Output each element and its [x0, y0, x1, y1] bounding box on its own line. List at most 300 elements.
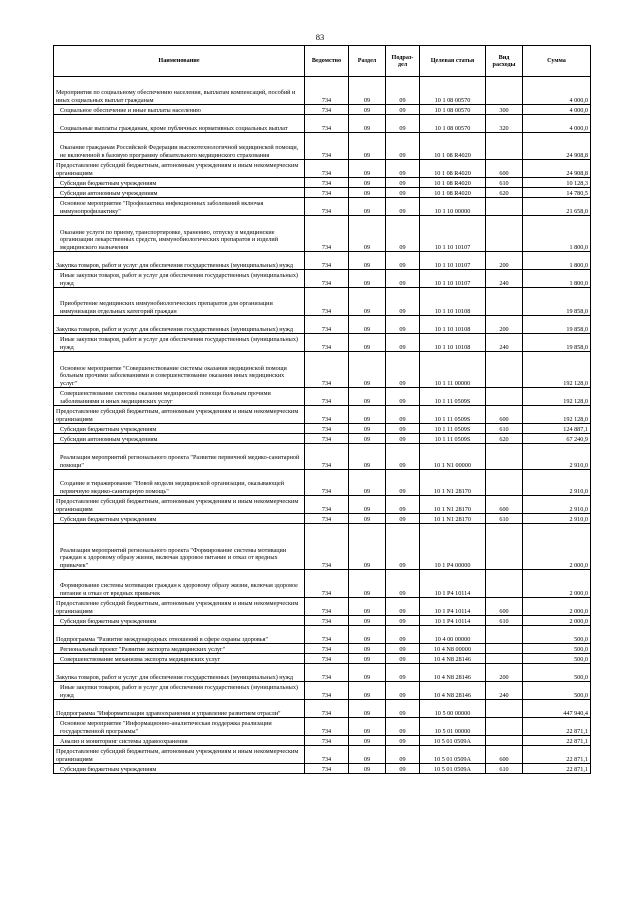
cell-name: Иные закупки товаров, работ и услуг для обеспечения государственных (муниципальных) нужд [54, 270, 305, 288]
cell-subsection: 09 [386, 570, 420, 598]
cell-target-article: 10 1 N1 28170 [420, 470, 486, 496]
cell-amount: 124 887,1 [523, 424, 591, 434]
cell-name: Предоставление субсидий бюджетным, автономным учреждениям и иным некоммерческим организациям [54, 746, 305, 764]
table-row [54, 444, 591, 470]
cell-subsection: 09 [386, 746, 420, 764]
cell-department: 734 [305, 252, 349, 270]
cell-name: Предоставление субсидий бюджетным, автономным учреждениям и иным некоммерческим организациям [54, 496, 305, 514]
table-row [54, 77, 591, 105]
cell-department: 734 [305, 718, 349, 736]
cell-expense-type: 610 [486, 764, 523, 774]
cell-amount: 2 910,0 [523, 514, 591, 524]
cell-target-article: 10 1 N1 28170 [420, 514, 486, 524]
cell-name: Предоставление субсидий бюджетным, автономным учреждениям и иным некоммерческим организациям [54, 598, 305, 616]
cell-expense-type [486, 388, 523, 406]
table-row [54, 626, 591, 644]
header-name: Наименование [54, 46, 305, 77]
cell-target-article: 10 4 N8 28146 [420, 654, 486, 664]
cell-name: Основное мероприятие "Профилактика инфекционных заболеваний включая иммунопрофилактику" [54, 198, 305, 216]
cell-expense-type: 240 [486, 334, 523, 352]
cell-section: 09 [349, 700, 386, 718]
cell-amount: 192 128,0 [523, 388, 591, 406]
cell-department: 734 [305, 270, 349, 288]
cell-department: 734 [305, 470, 349, 496]
cell-amount: 67 240,9 [523, 434, 591, 444]
cell-department: 734 [305, 654, 349, 664]
cell-department: 734 [305, 736, 349, 746]
cell-expense-type [486, 288, 523, 316]
cell-target-article: 10 4 00 00000 [420, 626, 486, 644]
budget-table [53, 45, 591, 774]
cell-department: 734 [305, 178, 349, 188]
cell-target-article: 10 4 N8 28146 [420, 664, 486, 682]
table-row [54, 188, 591, 198]
cell-name: Субсидии бюджетным учреждениям [54, 514, 305, 524]
cell-name: Закупка товаров, работ и услуг для обеспечения государственных (муниципальных) нужд [54, 316, 305, 334]
table-row [54, 133, 591, 160]
cell-expense-type [486, 570, 523, 598]
cell-amount: 500,0 [523, 626, 591, 644]
table-row [54, 654, 591, 664]
cell-department: 734 [305, 496, 349, 514]
cell-target-article: 10 1 10 00000 [420, 198, 486, 216]
cell-target-article: 10 1 P4 10114 [420, 616, 486, 626]
cell-target-article: 10 1 11 0509S [420, 406, 486, 424]
table-row [54, 288, 591, 316]
cell-department: 734 [305, 198, 349, 216]
table-row [54, 514, 591, 524]
cell-department: 734 [305, 334, 349, 352]
table-row [54, 644, 591, 654]
cell-subsection: 09 [386, 352, 420, 388]
table-row [54, 216, 591, 252]
cell-department: 734 [305, 188, 349, 198]
cell-section: 09 [349, 334, 386, 352]
cell-amount: 1 800,0 [523, 270, 591, 288]
cell-name: Предоставление субсидий бюджетным, автономным учреждениям и иным некоммерческим организациям [54, 406, 305, 424]
cell-expense-type [486, 524, 523, 570]
cell-subsection: 09 [386, 216, 420, 252]
cell-amount: 4 000,0 [523, 105, 591, 115]
cell-department: 734 [305, 352, 349, 388]
cell-department: 734 [305, 388, 349, 406]
cell-department: 734 [305, 700, 349, 718]
cell-subsection: 09 [386, 160, 420, 178]
cell-target-article: 10 1 08 R4020 [420, 188, 486, 198]
cell-section: 09 [349, 598, 386, 616]
cell-name: Приобретение медицинских иммунобиологических препаратов для организации иммунизации отдельных категорий граждан [54, 288, 305, 316]
cell-target-article: 10 1 10 10108 [420, 288, 486, 316]
cell-expense-type: 600 [486, 496, 523, 514]
cell-department: 734 [305, 598, 349, 616]
cell-target-article: 10 1 08 R4020 [420, 160, 486, 178]
cell-subsection: 09 [386, 470, 420, 496]
cell-name: Совершенствование механизма экспорта медицинских услуг [54, 654, 305, 664]
header-section: Раздел [349, 46, 386, 77]
cell-expense-type [486, 470, 523, 496]
cell-name: Субсидии бюджетным учреждениям [54, 424, 305, 434]
cell-subsection: 09 [386, 288, 420, 316]
cell-subsection: 09 [386, 105, 420, 115]
cell-expense-type: 300 [486, 105, 523, 115]
cell-department: 734 [305, 288, 349, 316]
table-row [54, 105, 591, 115]
table-row [54, 718, 591, 736]
cell-target-article: 10 1 08 00570 [420, 77, 486, 105]
cell-department: 734 [305, 514, 349, 524]
cell-subsection: 09 [386, 406, 420, 424]
cell-section: 09 [349, 470, 386, 496]
cell-target-article: 10 1 08 00570 [420, 105, 486, 115]
cell-section: 09 [349, 115, 386, 133]
cell-section: 09 [349, 352, 386, 388]
cell-section: 09 [349, 198, 386, 216]
table-row [54, 434, 591, 444]
cell-subsection: 09 [386, 736, 420, 746]
cell-target-article: 10 1 P4 10114 [420, 598, 486, 616]
cell-department: 734 [305, 424, 349, 434]
cell-section: 09 [349, 270, 386, 288]
table-body [54, 77, 591, 774]
cell-section: 09 [349, 105, 386, 115]
cell-amount: 22 871,1 [523, 718, 591, 736]
cell-department: 734 [305, 444, 349, 470]
cell-name: Закупка товаров, работ и услуг для обеспечения государственных (муниципальных) нужд [54, 664, 305, 682]
cell-expense-type [486, 736, 523, 746]
header-row [54, 46, 591, 77]
cell-expense-type: 610 [486, 514, 523, 524]
cell-expense-type [486, 198, 523, 216]
cell-expense-type [486, 133, 523, 160]
cell-amount: 19 858,0 [523, 288, 591, 316]
cell-name: Подпрограмма "Развитие международных отношений в сфере охраны здоровья" [54, 626, 305, 644]
cell-section: 09 [349, 316, 386, 334]
cell-subsection: 09 [386, 524, 420, 570]
cell-department: 734 [305, 406, 349, 424]
cell-name: Региональный проект "Развитие экспорта медицинских услуг" [54, 644, 305, 654]
cell-subsection: 09 [386, 598, 420, 616]
cell-amount: 2 910,0 [523, 470, 591, 496]
cell-department: 734 [305, 664, 349, 682]
cell-expense-type: 200 [486, 664, 523, 682]
cell-name: Оказание гражданам Российской Федерации высокотехнологичной медицинской помощи, не включенной в базовую программу обязательного медицинского страхования [54, 133, 305, 160]
cell-amount: 2 000,0 [523, 616, 591, 626]
cell-amount: 500,0 [523, 682, 591, 700]
cell-name: Реализация мероприятий регионального проекта "Формирование системы мотивации граждан к здоровому образу жизни, включая здоровое питание и отказ от вредных привычек" [54, 524, 305, 570]
cell-amount: 2 000,0 [523, 524, 591, 570]
table-row [54, 746, 591, 764]
header-department: Ведомство [305, 46, 349, 77]
cell-name: Социальные выплаты гражданам, кроме публичных нормативных социальных выплат [54, 115, 305, 133]
cell-target-article: 10 1 10 10107 [420, 270, 486, 288]
cell-name: Иные закупки товаров, работ и услуг для обеспечения государственных (муниципальных) нужд [54, 334, 305, 352]
cell-section: 09 [349, 764, 386, 774]
cell-amount: 4 000,0 [523, 115, 591, 133]
cell-expense-type [486, 700, 523, 718]
cell-name: Субсидии бюджетным учреждениям [54, 616, 305, 626]
cell-section: 09 [349, 216, 386, 252]
cell-department: 734 [305, 570, 349, 598]
cell-name: Предоставление субсидий бюджетным, автономным учреждениям и иным некоммерческим организациям [54, 160, 305, 178]
cell-expense-type [486, 444, 523, 470]
cell-amount: 500,0 [523, 664, 591, 682]
cell-subsection: 09 [386, 444, 420, 470]
cell-name: Оказание услуги по приему, транспортировке, хранению, отпуску в медицинские организации лекарственных средств, иммунобиологических препаратов и изделий медицинского назначения [54, 216, 305, 252]
cell-expense-type: 200 [486, 252, 523, 270]
cell-target-article: 10 4 N8 28146 [420, 682, 486, 700]
cell-section: 09 [349, 664, 386, 682]
cell-subsection: 09 [386, 496, 420, 514]
cell-section: 09 [349, 388, 386, 406]
cell-section: 09 [349, 654, 386, 664]
cell-expense-type: 620 [486, 434, 523, 444]
cell-expense-type: 610 [486, 616, 523, 626]
cell-subsection: 09 [386, 654, 420, 664]
cell-amount: 1 800,0 [523, 216, 591, 252]
cell-section: 09 [349, 178, 386, 188]
cell-name: Иные закупки товаров, работ и услуг для обеспечения государственных (муниципальных) нужд [54, 682, 305, 700]
cell-subsection: 09 [386, 198, 420, 216]
table-row [54, 316, 591, 334]
cell-name: Подпрограмма "Информатизация здравоохранения и управление развитием отрасли" [54, 700, 305, 718]
cell-expense-type [486, 626, 523, 644]
cell-department: 734 [305, 160, 349, 178]
cell-department: 734 [305, 434, 349, 444]
cell-amount: 19 858,0 [523, 316, 591, 334]
cell-amount: 192 128,0 [523, 406, 591, 424]
cell-section: 09 [349, 682, 386, 700]
table-row [54, 616, 591, 626]
cell-department: 734 [305, 133, 349, 160]
cell-target-article: 10 1 P4 00000 [420, 524, 486, 570]
cell-amount: 22 871,1 [523, 746, 591, 764]
cell-amount: 10 128,3 [523, 178, 591, 188]
header-target-article: Целевая статья [420, 46, 486, 77]
cell-amount: 500,0 [523, 644, 591, 654]
cell-subsection: 09 [386, 133, 420, 160]
cell-department: 734 [305, 316, 349, 334]
header-amount: Сумма [523, 46, 591, 77]
cell-expense-type: 600 [486, 406, 523, 424]
cell-amount: 447 940,4 [523, 700, 591, 718]
cell-amount: 4 000,0 [523, 77, 591, 105]
cell-name: Формирование системы мотивации граждан к здоровому образу жизни, включая здоровое питание и отказ от вредных привычек [54, 570, 305, 598]
cell-section: 09 [349, 496, 386, 514]
cell-department: 734 [305, 644, 349, 654]
table-row [54, 496, 591, 514]
cell-subsection: 09 [386, 764, 420, 774]
cell-name: Субсидии автономным учреждениям [54, 188, 305, 198]
table-row [54, 178, 591, 188]
cell-section: 09 [349, 434, 386, 444]
cell-subsection: 09 [386, 270, 420, 288]
cell-department: 734 [305, 626, 349, 644]
cell-name: Субсидии бюджетным учреждениям [54, 764, 305, 774]
cell-target-article: 10 1 10 10107 [420, 252, 486, 270]
table-row [54, 470, 591, 496]
cell-amount: 22 871,1 [523, 736, 591, 746]
cell-section: 09 [349, 644, 386, 654]
cell-section: 09 [349, 160, 386, 178]
cell-target-article: 10 1 08 R4020 [420, 133, 486, 160]
cell-section: 09 [349, 524, 386, 570]
cell-section: 09 [349, 252, 386, 270]
cell-target-article: 10 1 10 10107 [420, 216, 486, 252]
cell-amount: 22 871,1 [523, 764, 591, 774]
cell-amount: 2 910,0 [523, 444, 591, 470]
cell-department: 734 [305, 616, 349, 626]
cell-subsection: 09 [386, 388, 420, 406]
cell-amount: 192 128,0 [523, 352, 591, 388]
cell-target-article: 10 1 N1 00000 [420, 444, 486, 470]
cell-target-article: 10 1 11 0509S [420, 434, 486, 444]
cell-expense-type: 610 [486, 424, 523, 434]
table-row [54, 424, 591, 434]
cell-amount: 2 910,0 [523, 496, 591, 514]
table-row [54, 388, 591, 406]
cell-subsection: 09 [386, 616, 420, 626]
table-row [54, 198, 591, 216]
cell-target-article: 10 5 01 0509A [420, 736, 486, 746]
cell-section: 09 [349, 514, 386, 524]
table-row [54, 570, 591, 598]
table-row [54, 700, 591, 718]
cell-name: Основное мероприятие "Совершенствование системы оказания медицинской помощи больным прочими заболеваниями и совершенствование оказания иных медицинских услуг" [54, 352, 305, 388]
cell-target-article: 10 1 P4 10114 [420, 570, 486, 598]
table-row [54, 524, 591, 570]
cell-department: 734 [305, 105, 349, 115]
cell-subsection: 09 [386, 252, 420, 270]
cell-target-article: 10 5 00 00000 [420, 700, 486, 718]
cell-section: 09 [349, 288, 386, 316]
cell-section: 09 [349, 736, 386, 746]
cell-section: 09 [349, 424, 386, 434]
cell-target-article: 10 5 01 00000 [420, 718, 486, 736]
cell-subsection: 09 [386, 718, 420, 736]
cell-subsection: 09 [386, 700, 420, 718]
cell-target-article: 10 5 01 0509A [420, 764, 486, 774]
cell-expense-type [486, 77, 523, 105]
cell-subsection: 09 [386, 316, 420, 334]
cell-expense-type: 240 [486, 682, 523, 700]
table-row [54, 160, 591, 178]
cell-name: Реализация мероприятий регионального проекта "Развитие первичной медико-санитарной помощи" [54, 444, 305, 470]
cell-department: 734 [305, 682, 349, 700]
cell-target-article: 10 1 N1 28170 [420, 496, 486, 514]
cell-subsection: 09 [386, 77, 420, 105]
cell-expense-type: 240 [486, 270, 523, 288]
cell-amount: 500,0 [523, 654, 591, 664]
cell-department: 734 [305, 524, 349, 570]
cell-target-article: 10 1 08 00570 [420, 115, 486, 133]
cell-amount: 24 908,8 [523, 160, 591, 178]
cell-department: 734 [305, 77, 349, 105]
cell-name: Мероприятия по социальному обеспечению населения, выплатам компенсаций, пособий и иных социальных выплат гражданам [54, 77, 305, 105]
cell-section: 09 [349, 77, 386, 105]
cell-department: 734 [305, 764, 349, 774]
cell-expense-type: 600 [486, 746, 523, 764]
table-row [54, 598, 591, 616]
cell-expense-type: 200 [486, 316, 523, 334]
cell-expense-type [486, 352, 523, 388]
cell-section: 09 [349, 444, 386, 470]
cell-expense-type: 620 [486, 188, 523, 198]
cell-target-article: 10 4 N8 00000 [420, 644, 486, 654]
cell-amount: 21 658,0 [523, 198, 591, 216]
cell-expense-type: 320 [486, 115, 523, 133]
cell-section: 09 [349, 406, 386, 424]
cell-department: 734 [305, 216, 349, 252]
cell-subsection: 09 [386, 626, 420, 644]
cell-amount: 2 000,0 [523, 598, 591, 616]
cell-expense-type: 600 [486, 160, 523, 178]
cell-amount: 1 800,0 [523, 252, 591, 270]
cell-subsection: 09 [386, 334, 420, 352]
cell-subsection: 09 [386, 682, 420, 700]
cell-subsection: 09 [386, 434, 420, 444]
cell-section: 09 [349, 626, 386, 644]
header-subsection: Подраз-дел [386, 46, 420, 77]
table-row [54, 764, 591, 774]
cell-amount: 14 780,5 [523, 188, 591, 198]
cell-subsection: 09 [386, 188, 420, 198]
table-row [54, 115, 591, 133]
page-number: 83 [315, 32, 325, 42]
table-row [54, 352, 591, 388]
cell-section: 09 [349, 616, 386, 626]
table-row [54, 270, 591, 288]
cell-name: Социальное обеспечение и иные выплаты населению [54, 105, 305, 115]
cell-name: Создание и тиражирование "Новой модели медицинской организации, оказывающей первичную медико-санитарную помощь" [54, 470, 305, 496]
cell-expense-type [486, 718, 523, 736]
cell-section: 09 [349, 718, 386, 736]
header-expense-type: Вид расходы [486, 46, 523, 77]
cell-target-article: 10 1 11 00000 [420, 352, 486, 388]
cell-section: 09 [349, 746, 386, 764]
cell-subsection: 09 [386, 424, 420, 434]
cell-target-article: 10 1 11 0509S [420, 424, 486, 434]
cell-subsection: 09 [386, 664, 420, 682]
cell-amount: 24 908,8 [523, 133, 591, 160]
cell-department: 734 [305, 746, 349, 764]
cell-section: 09 [349, 133, 386, 160]
cell-expense-type [486, 216, 523, 252]
cell-target-article: 10 5 01 0509A [420, 746, 486, 764]
cell-expense-type [486, 654, 523, 664]
cell-amount: 2 000,0 [523, 570, 591, 598]
cell-department: 734 [305, 115, 349, 133]
table-row [54, 252, 591, 270]
cell-target-article: 10 1 11 0509S [420, 388, 486, 406]
table-row [54, 334, 591, 352]
cell-target-article: 10 1 10 10108 [420, 316, 486, 334]
table-row [54, 736, 591, 746]
cell-subsection: 09 [386, 115, 420, 133]
table-row [54, 664, 591, 682]
cell-name: Совершенствование системы оказания медицинской помощи больным прочими заболеваниями и иных медицинских услуг [54, 388, 305, 406]
cell-name: Анализ и мониторинг системы здравоохранения [54, 736, 305, 746]
cell-target-article: 10 1 08 R4020 [420, 178, 486, 188]
cell-name: Субсидии автономным учреждениям [54, 434, 305, 444]
cell-name: Основное мероприятие "Информационно-аналитическая поддержка реализации государственной программы" [54, 718, 305, 736]
cell-amount: 19 858,0 [523, 334, 591, 352]
cell-name: Субсидии бюджетным учреждениям [54, 178, 305, 188]
cell-section: 09 [349, 570, 386, 598]
table-row [54, 406, 591, 424]
cell-target-article: 10 1 10 10108 [420, 334, 486, 352]
cell-subsection: 09 [386, 178, 420, 188]
cell-section: 09 [349, 188, 386, 198]
